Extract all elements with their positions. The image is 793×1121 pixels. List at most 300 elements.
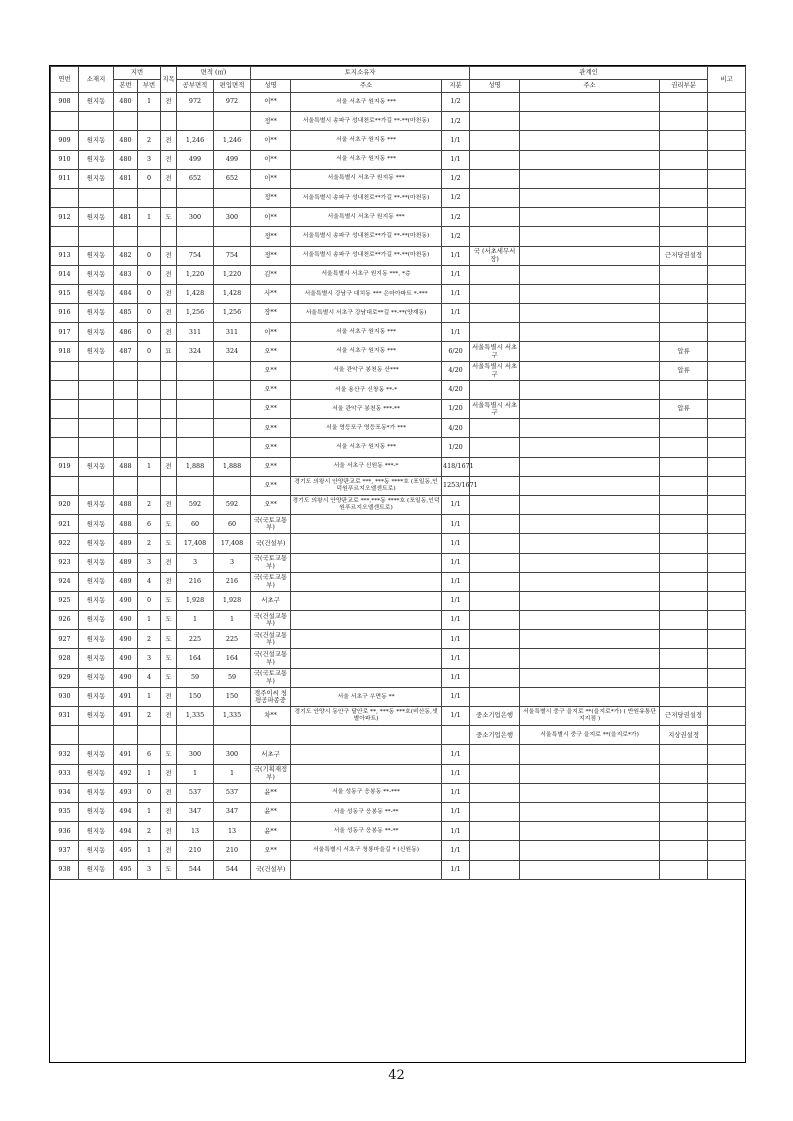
cell-party-name (470, 112, 520, 131)
cell-location: 원지동 (79, 802, 114, 821)
cell-rights (660, 783, 708, 802)
cell-party-address (520, 745, 660, 764)
cell-rights (660, 553, 708, 572)
table-row (51, 265, 746, 284)
cell-owner-address: 서울 용산구 신창동 **-* (291, 380, 442, 399)
cell-sub-no (138, 438, 161, 457)
cell-public-area (177, 400, 214, 419)
cell-sub-no: 0 (138, 323, 161, 342)
cell-party-address (520, 457, 660, 476)
cell-owner-address: 서울특별시 서초구 청룡마을길 * (신원동) (291, 841, 442, 860)
cell-sub-no: 3 (138, 649, 161, 668)
cell-incorporated-area: 592 (214, 495, 251, 514)
cell-main-no: 494 (114, 802, 138, 821)
cell-seq (51, 419, 79, 438)
cell-rights: 압류 (660, 342, 708, 361)
cell-sub-no (138, 419, 161, 438)
cell-incorporated-area: 150 (214, 687, 251, 706)
cell-category (161, 476, 177, 495)
cell-sub-no: 0 (138, 169, 161, 188)
cell-rights (660, 380, 708, 399)
table-row (51, 822, 746, 841)
cell-public-area (177, 361, 214, 380)
cell-party-name (470, 764, 520, 783)
cell-location: 원지동 (79, 572, 114, 591)
cell-party-name (470, 188, 520, 207)
cell-party-name (470, 227, 520, 246)
cell-sub-no: 1 (138, 611, 161, 630)
cell-owner-name: 오** (251, 841, 291, 860)
cell-seq: 931 (51, 707, 79, 726)
cell-owner-name: 윤** (251, 783, 291, 802)
cell-incorporated-area: 225 (214, 630, 251, 649)
cell-incorporated-area: 300 (214, 745, 251, 764)
cell-party-address (520, 860, 660, 879)
cell-party-name (470, 169, 520, 188)
table-row (51, 783, 746, 802)
cell-location: 원지동 (79, 93, 114, 112)
cell-rights (660, 630, 708, 649)
cell-rights (660, 150, 708, 169)
cell-sub-no: 3 (138, 150, 161, 169)
cell-owner-name: 오** (251, 400, 291, 419)
cell-rights (660, 668, 708, 687)
cell-incorporated-area (214, 380, 251, 399)
cell-seq: 908 (51, 93, 79, 112)
cell-rights (660, 304, 708, 323)
cell-party-address (520, 208, 660, 227)
cell-public-area: 216 (177, 572, 214, 591)
cell-owner-address: 경기도 의왕시 안양판교로 ***, ***동 ****호 (포일동,인덕원푸르지오엘센트로) (291, 476, 442, 495)
cell-rights (660, 188, 708, 207)
cell-incorporated-area: 60 (214, 515, 251, 534)
cell-rights (660, 208, 708, 227)
cell-seq: 909 (51, 131, 79, 150)
cell-owner-name: 오** (251, 380, 291, 399)
cell-category: 전 (161, 802, 177, 821)
table-row (51, 745, 746, 764)
cell-category: 전 (161, 687, 177, 706)
cell-location: 원지동 (79, 611, 114, 630)
cell-remarks (708, 208, 746, 227)
cell-party-address (520, 112, 660, 131)
cell-party-name (470, 419, 520, 438)
cell-party-address (520, 822, 660, 841)
cell-share: 1/1 (442, 150, 470, 169)
cell-party-address (520, 841, 660, 860)
cell-public-area: 544 (177, 860, 214, 879)
cell-sub-no: 1 (138, 687, 161, 706)
cell-share: 1/1 (442, 553, 470, 572)
cell-owner-address (291, 649, 442, 668)
cell-location (79, 438, 114, 457)
cell-rights (660, 649, 708, 668)
cell-party-name (470, 131, 520, 150)
cell-rights (660, 131, 708, 150)
cell-remarks (708, 726, 746, 745)
table-row (51, 534, 746, 553)
cell-rights (660, 572, 708, 591)
cell-incorporated-area: 499 (214, 150, 251, 169)
cell-owner-address: 서울 서초구 신원동 ***-* (291, 457, 442, 476)
cell-category: 도 (161, 611, 177, 630)
cell-share: 418/1671 (442, 457, 470, 476)
cell-location: 원지동 (79, 630, 114, 649)
cell-main-no: 491 (114, 745, 138, 764)
cell-share: 1/1 (442, 611, 470, 630)
cell-remarks (708, 534, 746, 553)
table-row (51, 208, 746, 227)
cell-main-no (114, 188, 138, 207)
cell-sub-no: 2 (138, 534, 161, 553)
cell-party-address (520, 361, 660, 380)
cell-owner-address: 서울 서초구 우면동 ** (291, 687, 442, 706)
table-row (51, 188, 746, 207)
cell-owner-name: 국(건설교통부) (251, 630, 291, 649)
cell-party-address: 서울특별시 중구 을지로 **(을지로*가) (520, 726, 660, 745)
cell-incorporated-area: 1,928 (214, 591, 251, 610)
cell-location (79, 726, 114, 745)
cell-category (161, 361, 177, 380)
cell-incorporated-area (214, 112, 251, 131)
cell-share: 1/1 (442, 841, 470, 860)
cell-location: 원지동 (79, 687, 114, 706)
cell-party-name (470, 553, 520, 572)
cell-category: 전 (161, 265, 177, 284)
cell-category: 전 (161, 783, 177, 802)
cell-owner-address (291, 726, 442, 745)
cell-share: 1/1 (442, 591, 470, 610)
cell-remarks (708, 380, 746, 399)
cell-rights (660, 802, 708, 821)
cell-public-area: 311 (177, 323, 214, 342)
cell-party-address (520, 380, 660, 399)
cell-owner-name: 김** (251, 265, 291, 284)
cell-remarks (708, 150, 746, 169)
cell-remarks (708, 188, 746, 207)
cell-public-area: 592 (177, 495, 214, 514)
cell-remarks (708, 438, 746, 457)
cell-party-name (470, 380, 520, 399)
page-frame (49, 65, 746, 1063)
cell-share: 1/1 (442, 860, 470, 879)
cell-share: 1253/1671 (442, 476, 470, 495)
cell-share: 1/2 (442, 93, 470, 112)
cell-category (161, 400, 177, 419)
cell-seq: 929 (51, 668, 79, 687)
cell-category: 전 (161, 457, 177, 476)
cell-main-no (114, 400, 138, 419)
cell-sub-no: 2 (138, 495, 161, 514)
cell-public-area: 300 (177, 208, 214, 227)
cell-party-address (520, 649, 660, 668)
cell-location (79, 112, 114, 131)
cell-party-address (520, 495, 660, 514)
header-party-address: 주소 (520, 80, 660, 93)
table-row (51, 246, 746, 265)
cell-party-name (470, 265, 520, 284)
cell-category: 전 (161, 822, 177, 841)
cell-owner-address: 서울 서초구 원지동 *** (291, 150, 442, 169)
table-row (51, 457, 746, 476)
cell-share: 1/1 (442, 131, 470, 150)
cell-owner-address: 서울 관악구 봉천동 산*** (291, 361, 442, 380)
header-category: 지목 (161, 67, 177, 93)
cell-owner-name: 국(건설교통부) (251, 649, 291, 668)
table-row (51, 495, 746, 514)
cell-seq: 921 (51, 515, 79, 534)
table-row (51, 841, 746, 860)
cell-owner-name: 장** (251, 304, 291, 323)
cell-remarks (708, 284, 746, 303)
cell-remarks (708, 707, 746, 726)
cell-party-address (520, 169, 660, 188)
cell-share: 1/1 (442, 649, 470, 668)
cell-sub-no: 0 (138, 284, 161, 303)
cell-category: 전 (161, 572, 177, 591)
table-row (51, 284, 746, 303)
cell-owner-name: 오** (251, 495, 291, 514)
cell-location (79, 227, 114, 246)
cell-public-area: 164 (177, 649, 214, 668)
cell-share (442, 726, 470, 745)
cell-party-name (470, 591, 520, 610)
cell-remarks (708, 841, 746, 860)
cell-owner-address (291, 572, 442, 591)
cell-owner-name: 국(건설부) (251, 534, 291, 553)
cell-location: 원지동 (79, 783, 114, 802)
table-header (51, 67, 746, 93)
cell-public-area: 3 (177, 553, 214, 572)
cell-owner-address (291, 860, 442, 879)
cell-share: 1/1 (442, 304, 470, 323)
table-row (51, 860, 746, 879)
cell-seq: 920 (51, 495, 79, 514)
cell-owner-name: 윤** (251, 802, 291, 821)
cell-share: 4/20 (442, 380, 470, 399)
cell-party-name (470, 649, 520, 668)
table-row (51, 591, 746, 610)
cell-party-name (470, 745, 520, 764)
cell-seq: 913 (51, 246, 79, 265)
cell-remarks (708, 342, 746, 361)
cell-incorporated-area (214, 400, 251, 419)
cell-seq: 915 (51, 284, 79, 303)
cell-location: 원지동 (79, 495, 114, 514)
cell-sub-no: 3 (138, 860, 161, 879)
cell-rights (660, 438, 708, 457)
cell-party-name (470, 150, 520, 169)
cell-party-address (520, 150, 660, 169)
cell-share: 1/1 (442, 802, 470, 821)
cell-category (161, 726, 177, 745)
cell-party-address (520, 227, 660, 246)
cell-remarks (708, 400, 746, 419)
cell-category: 전 (161, 553, 177, 572)
cell-share: 1/1 (442, 284, 470, 303)
cell-owner-name: 오** (251, 361, 291, 380)
cell-owner-name: 이** (251, 150, 291, 169)
cell-owner-address: 서울 서초구 원지동 *** (291, 93, 442, 112)
cell-seq: 938 (51, 860, 79, 879)
cell-category: 도 (161, 630, 177, 649)
cell-owner-name: 이** (251, 208, 291, 227)
cell-party-name (470, 668, 520, 687)
cell-share: 4/20 (442, 361, 470, 380)
cell-incorporated-area: 1,428 (214, 284, 251, 303)
header-lot: 지번 (114, 67, 161, 80)
cell-main-no: 480 (114, 93, 138, 112)
cell-location: 원지동 (79, 553, 114, 572)
cell-category (161, 227, 177, 246)
cell-party-address (520, 188, 660, 207)
cell-location: 원지동 (79, 342, 114, 361)
cell-seq (51, 227, 79, 246)
header-party-group: 관계인 (470, 67, 708, 80)
cell-seq: 928 (51, 649, 79, 668)
cell-main-no (114, 726, 138, 745)
cell-owner-address: 서울특별시 송파구 성내천로**가길 **-**(마천동) (291, 112, 442, 131)
cell-incorporated-area: 164 (214, 649, 251, 668)
cell-owner-name: 이** (251, 131, 291, 150)
cell-public-area: 1,888 (177, 457, 214, 476)
cell-owner-name: 윤** (251, 822, 291, 841)
cell-party-name: 서울특별시 서초구 (470, 361, 520, 380)
cell-main-no: 482 (114, 246, 138, 265)
cell-main-no: 480 (114, 150, 138, 169)
cell-owner-name: 국(국토교통부) (251, 572, 291, 591)
cell-public-area: 499 (177, 150, 214, 169)
cell-main-no: 489 (114, 553, 138, 572)
cell-main-no: 490 (114, 649, 138, 668)
cell-main-no: 488 (114, 457, 138, 476)
cell-category: 전 (161, 495, 177, 514)
cell-owner-name: 이** (251, 169, 291, 188)
cell-share: 1/1 (442, 783, 470, 802)
cell-location: 원지동 (79, 707, 114, 726)
cell-location (79, 380, 114, 399)
cell-category: 전 (161, 707, 177, 726)
cell-location: 원지동 (79, 246, 114, 265)
cell-owner-address: 서울 서초구 원지동 *** (291, 323, 442, 342)
cell-main-no (114, 476, 138, 495)
cell-party-name: 국 (서초세무서장) (470, 246, 520, 265)
table-row (51, 707, 746, 726)
cell-main-no (114, 419, 138, 438)
cell-rights (660, 112, 708, 131)
cell-owner-name: 사** (251, 284, 291, 303)
cell-category: 도 (161, 208, 177, 227)
cell-share: 1/1 (442, 246, 470, 265)
table-row (51, 802, 746, 821)
cell-owner-address: 서울 성동구 응봉동 **-*** (291, 783, 442, 802)
cell-main-no: 488 (114, 495, 138, 514)
cell-location: 원지동 (79, 150, 114, 169)
cell-owner-address (291, 553, 442, 572)
cell-party-name (470, 611, 520, 630)
cell-share: 1/1 (442, 265, 470, 284)
cell-rights: 근저당권설정 (660, 707, 708, 726)
cell-main-no: 484 (114, 284, 138, 303)
cell-incorporated-area (214, 227, 251, 246)
cell-sub-no: 1 (138, 764, 161, 783)
cell-owner-address: 서울 성동구 응봉동 **-** (291, 822, 442, 841)
header-owner-name: 성명 (251, 80, 291, 93)
cell-party-address (520, 265, 660, 284)
cell-owner-name: 차** (251, 707, 291, 726)
cell-rights: 지상권설정 (660, 726, 708, 745)
table-row (51, 419, 746, 438)
cell-share: 1/1 (442, 822, 470, 841)
cell-owner-name: 국(기획재정부) (251, 764, 291, 783)
cell-owner-name: 국(국토교통부) (251, 553, 291, 572)
cell-category: 전 (161, 841, 177, 860)
cell-public-area (177, 227, 214, 246)
cell-party-address (520, 687, 660, 706)
cell-party-address (520, 802, 660, 821)
cell-owner-name: 국(국토교통부) (251, 668, 291, 687)
cell-public-area (177, 419, 214, 438)
cell-sub-no: 4 (138, 572, 161, 591)
cell-owner-address (291, 745, 442, 764)
cell-remarks (708, 515, 746, 534)
table-row (51, 323, 746, 342)
cell-rights (660, 457, 708, 476)
cell-main-no: 480 (114, 131, 138, 150)
cell-party-name (470, 802, 520, 821)
cell-seq: 926 (51, 611, 79, 630)
cell-owner-name: 서초구 (251, 745, 291, 764)
cell-party-address (520, 342, 660, 361)
header-share: 지분 (442, 80, 470, 93)
cell-main-no (114, 438, 138, 457)
cell-seq: 924 (51, 572, 79, 591)
cell-owner-address: 서울특별시 송파구 성내천로**가길 **-**(마천동) (291, 188, 442, 207)
cell-owner-name: 경주이씨 청평공파종중 (251, 687, 291, 706)
cell-sub-no (138, 227, 161, 246)
cell-location: 원지동 (79, 323, 114, 342)
cell-category: 도 (161, 745, 177, 764)
cell-incorporated-area (214, 188, 251, 207)
cell-main-no: 486 (114, 323, 138, 342)
cell-party-address: 서울특별시 중구 을지로 **(을지로*가) ( 반원유통단지지점 ) (520, 707, 660, 726)
cell-seq: 918 (51, 342, 79, 361)
cell-rights (660, 745, 708, 764)
cell-share: 1/1 (442, 495, 470, 514)
cell-location (79, 361, 114, 380)
cell-remarks (708, 169, 746, 188)
cell-remarks (708, 361, 746, 380)
cell-category: 도 (161, 591, 177, 610)
cell-incorporated-area: 1,220 (214, 265, 251, 284)
cell-remarks (708, 687, 746, 706)
header-incorporated-area: 편입면적 (214, 80, 251, 93)
table-row (51, 668, 746, 687)
table-row (51, 515, 746, 534)
cell-owner-address: 서울 서초구 원지동 *** (291, 131, 442, 150)
cell-owner-name: 오** (251, 419, 291, 438)
cell-rights: 근저당권설정 (660, 246, 708, 265)
land-register-table (50, 66, 746, 880)
cell-seq (51, 361, 79, 380)
cell-main-no: 483 (114, 265, 138, 284)
cell-location (79, 188, 114, 207)
cell-sub-no: 1 (138, 93, 161, 112)
cell-party-address (520, 284, 660, 303)
table-row (51, 93, 746, 112)
table-row (51, 380, 746, 399)
cell-owner-address: 경기도 안양시 동안구 달안로 **, ***동 ***호(비산동,샛별아파트) (291, 707, 442, 726)
